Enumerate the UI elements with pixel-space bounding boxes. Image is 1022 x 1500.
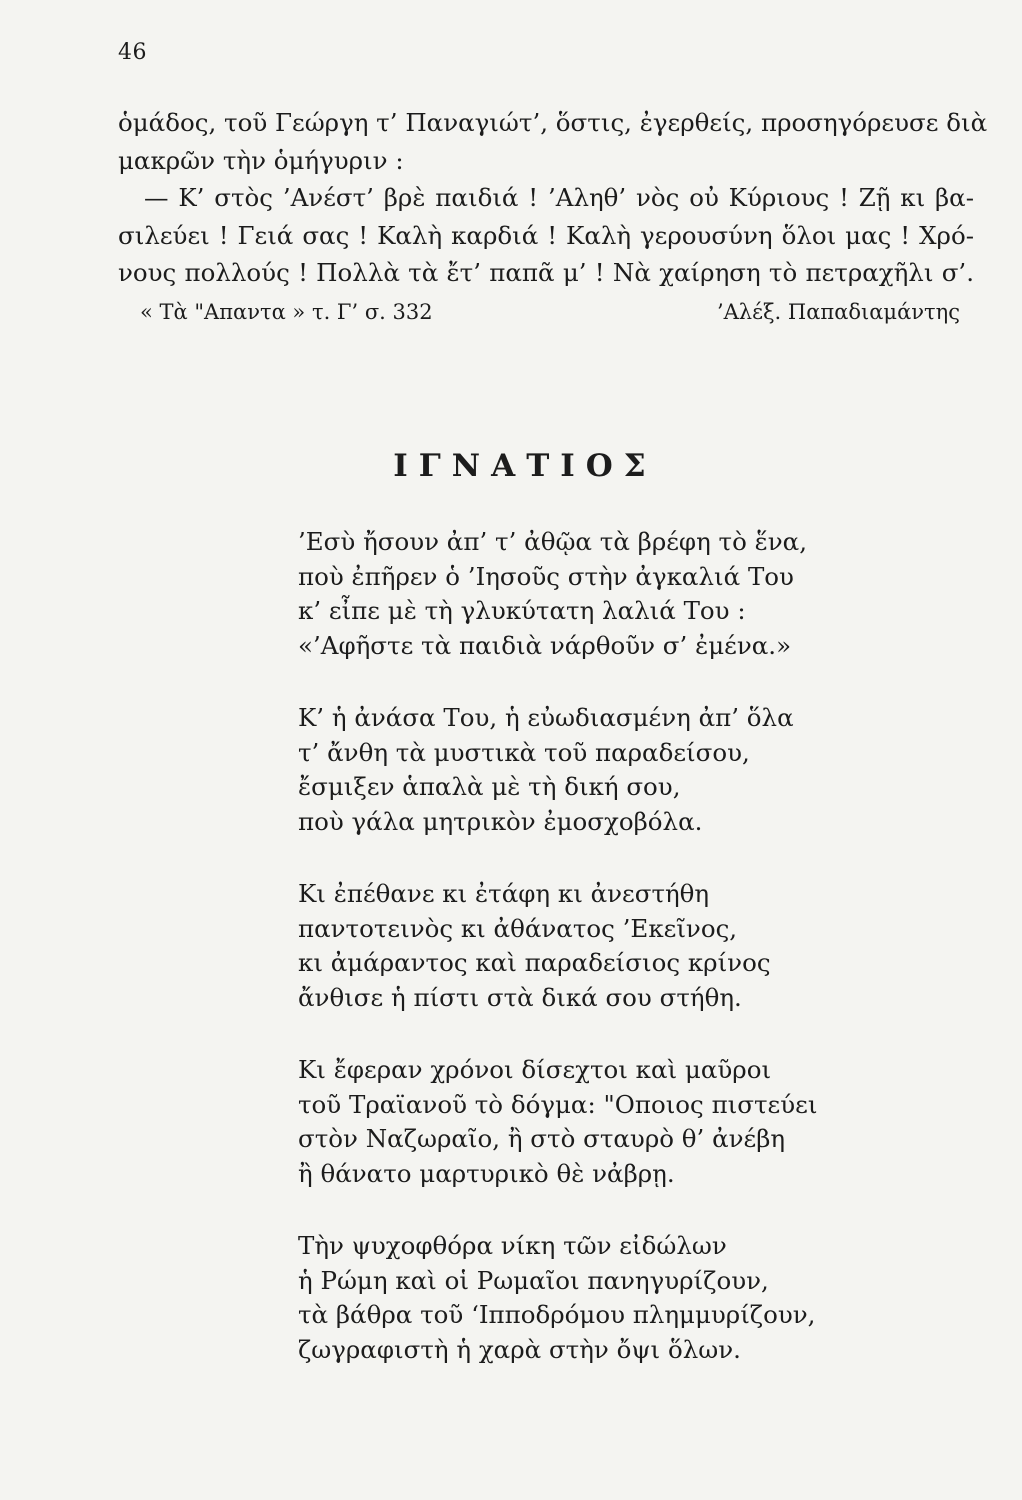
verse-line: Τὴν ψυχοφθόρα νίκη τῶν εἰδώλων bbox=[298, 1231, 727, 1260]
verse-line: στὸν Ναζωραῖο, ἢ στὸ σταυρὸ θ’ ἀνέβη bbox=[298, 1124, 786, 1153]
stanza bbox=[298, 1229, 938, 1367]
prose-line: σιλεύει ! Γειά σας ! Καλὴ καρδιά ! Καλὴ γερουσύνη ὅλοι μας ! Χρό- bbox=[118, 220, 974, 250]
verse-line: ζωγραφιστὴ ἡ χαρὰ στὴν ὄψι ὅλων. bbox=[298, 1334, 741, 1364]
verse-line: τὰ βάθρα τοῦ ‘Ιπποδρόμου πλημμυρίζουν, bbox=[298, 1300, 816, 1329]
verse-line: ἢ θάνατο μαρτυρικὸ θὲ νἀβρῃ. bbox=[298, 1158, 675, 1188]
stanza bbox=[298, 1053, 938, 1191]
verse-line: παντοτεινὸς κι ἀθάνατος ’Εκεῖνος, bbox=[298, 913, 738, 943]
verse-line: Κι ἐπέθανε κι ἐτάφη κι ἀνεστήθη bbox=[298, 879, 710, 908]
poem-body bbox=[298, 525, 938, 1405]
citation-author: ’Αλέξ. Παπαδιαμάντης bbox=[716, 300, 960, 324]
citation bbox=[140, 300, 960, 324]
verse-line: ποὺ γάλα μητρικὸν ἐμοσχοβόλα. bbox=[298, 806, 703, 836]
prose-line: ὁμάδος, τοῦ Γεώργη τ’ Παναγιώτ’, ὅστις, ἐγερθείς, προσηγόρευσε διὰ bbox=[118, 108, 988, 137]
verse-line: Κ’ ἡ ἀνάσα Του, ἡ εὐωδιασμένη ἀπ’ ὅλα bbox=[298, 703, 794, 732]
verse-line: ἡ Ρώμη καὶ οἱ Ρωμαῖοι πανηγυρίζουν, bbox=[298, 1265, 769, 1295]
verse-line: τ’ ἄνθη τὰ μυστικὰ τοῦ παραδείσου, bbox=[298, 737, 750, 767]
verse-line: ’Εσὺ ἤσουν ἀπ’ τ’ ἀθῷα τὰ βρέφη τὸ ἕνα, bbox=[298, 527, 807, 556]
verse-line: κ’ εἶπε μὲ τὴ γλυκύτατη λαλιά Του : bbox=[298, 596, 746, 625]
stanza bbox=[298, 877, 938, 1015]
prose-paragraph bbox=[118, 104, 988, 292]
verse-line: ποὺ ἐπῆρεν ὁ ’Ιησοῦς στὴν ἀγκαλιά Του bbox=[298, 561, 794, 591]
verse-line: «’Αφῆστε τὰ παιδιὰ νάρθοῦν σ’ ἐμένα.» bbox=[298, 630, 792, 660]
prose-line: νους πολλούς ! Πολλὰ τὰ ἔτ’ παπᾶ μ’ ! Νὰ χαίρηση τὸ πετραχῆλι σ’. bbox=[118, 258, 974, 287]
verse-line: τοῦ Τραϊανοῦ τὸ δόγμα: "Οποιος πιστεύει bbox=[298, 1089, 818, 1119]
verse-line: ἄνθισε ἡ πίστι στὰ δικά σου στήθη. bbox=[298, 982, 742, 1012]
stanza bbox=[298, 701, 938, 839]
stanza bbox=[298, 525, 938, 663]
prose-line: — Κ’ στὸς ’Ανέστ’ βρὲ παιδιά ! ’Αληθ’ νὸς οὐ Κύριους ! Ζῇ κι βα- bbox=[144, 183, 974, 212]
verse-line: ἔσμιξεν ἁπαλὰ μὲ τὴ δική σου, bbox=[298, 772, 681, 801]
citation-source: « Τὰ "Απαντα » τ. Γ’ σ. 332 bbox=[140, 300, 433, 324]
prose-line: μακρῶν τὴν ὁμήγυριν : bbox=[118, 145, 404, 175]
verse-line: Κι ἔφεραν χρόνοι δίσεχτοι καὶ μαῦροι bbox=[298, 1055, 772, 1084]
page-number: 46 bbox=[118, 40, 147, 65]
poem-title: ΙΓΝΑΤΙΟΣ bbox=[393, 448, 657, 484]
verse-line: κι ἀμάραντος καὶ παραδείσιος κρίνος bbox=[298, 948, 771, 977]
